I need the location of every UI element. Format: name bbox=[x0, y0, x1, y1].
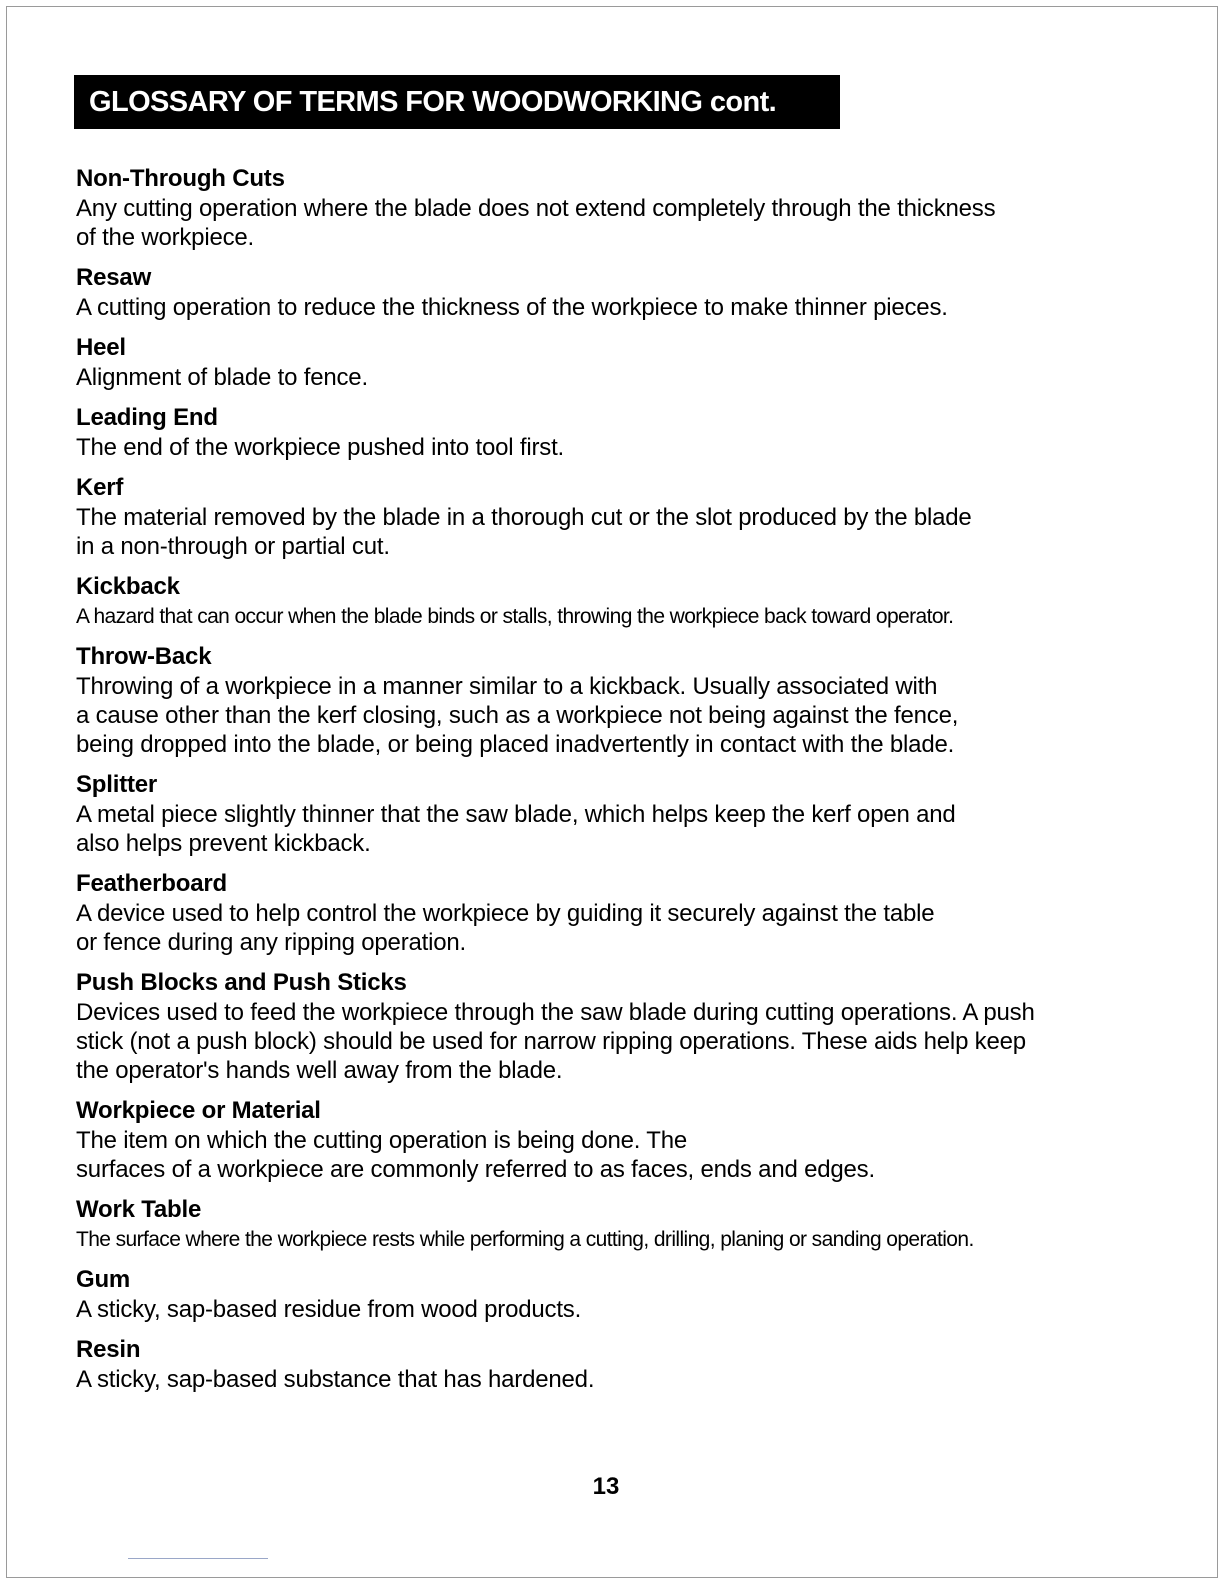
glossary-definition: Any cutting operation where the blade does not extend completely through the thickness of the workpiece. bbox=[76, 195, 996, 251]
glossary-term: Work Table bbox=[76, 1196, 202, 1223]
glossary-definition: Throwing of a workpiece in a manner similar to a kickback. Usually associated with a cause other than the kerf closing, such as a workpiece not being against the fence, being dropped into the blade, or being placed inadvertently in contact with the blade. bbox=[76, 673, 959, 758]
glossary-definition: Devices used to feed the workpiece through the saw blade during cutting operations. A push stick (not a push block) should be used for narrow ripping operations. These aids help keep the operator's hands well away from the blade. bbox=[76, 999, 1035, 1084]
glossary-term: Resin bbox=[76, 1336, 141, 1363]
glossary-definition: A hazard that can occur when the blade binds or stalls, throwing the workpiece back toward operator. bbox=[76, 605, 954, 628]
glossary-entry bbox=[76, 1195, 1186, 1254]
glossary-entry bbox=[76, 572, 1186, 631]
glossary-entry bbox=[76, 1096, 1186, 1184]
glossary-entry bbox=[76, 869, 1186, 957]
glossary-entry bbox=[76, 1265, 1186, 1324]
glossary-entry bbox=[76, 770, 1186, 858]
glossary-definition: A sticky, sap-based residue from wood products. bbox=[76, 1296, 582, 1323]
glossary-definition: The material removed by the blade in a thorough cut or the slot produced by the blade in a non-through or partial cut. bbox=[76, 504, 972, 560]
section-title: GLOSSARY OF TERMS FOR WOODWORKING cont. bbox=[89, 85, 777, 118]
glossary-entry bbox=[76, 642, 1186, 759]
glossary-definition: The item on which the cutting operation is being done. The surfaces of a workpiece are commonly referred to as faces, ends and edges. bbox=[76, 1127, 875, 1183]
glossary-term: Heel bbox=[76, 334, 126, 361]
glossary-term: Featherboard bbox=[76, 870, 227, 897]
glossary-term: Workpiece or Material bbox=[76, 1097, 321, 1124]
glossary-definition: A metal piece slightly thinner that the saw blade, which helps keep the kerf open and also helps prevent kickback. bbox=[76, 801, 956, 857]
glossary-term: Gum bbox=[76, 1266, 131, 1293]
glossary-entry bbox=[76, 333, 1186, 392]
glossary-list bbox=[76, 164, 1186, 1394]
glossary-term: Throw-Back bbox=[76, 643, 212, 670]
glossary-definition: A cutting operation to reduce the thickness of the workpiece to make thinner pieces. bbox=[76, 294, 948, 321]
glossary-entry bbox=[76, 473, 1186, 561]
glossary-definition: A sticky, sap-based substance that has hardened. bbox=[76, 1366, 595, 1393]
glossary-term: Kerf bbox=[76, 474, 124, 501]
glossary-entry bbox=[76, 164, 1186, 252]
glossary-term: Non-Through Cuts bbox=[76, 165, 285, 192]
footer-rule bbox=[128, 1558, 268, 1559]
glossary-entry bbox=[76, 403, 1186, 462]
glossary-definition: Alignment of blade to fence. bbox=[76, 364, 368, 391]
glossary-term: Leading End bbox=[76, 404, 218, 431]
section-header bbox=[74, 75, 840, 129]
page-number: 13 bbox=[592, 1473, 620, 1500]
glossary-entry bbox=[76, 263, 1186, 322]
glossary-term: Push Blocks and Push Sticks bbox=[76, 969, 407, 996]
glossary-term: Splitter bbox=[76, 771, 158, 798]
glossary-definition: The end of the workpiece pushed into tool first. bbox=[76, 434, 565, 461]
glossary-definition: A device used to help control the workpiece by guiding it securely against the table or fence during any ripping operation. bbox=[76, 900, 935, 956]
glossary-term: Kickback bbox=[76, 573, 180, 600]
glossary-entry bbox=[76, 968, 1186, 1085]
glossary-term: Resaw bbox=[76, 264, 152, 291]
glossary-entry bbox=[76, 1335, 1186, 1394]
glossary-definition: The surface where the workpiece rests while performing a cutting, drilling, planing or sanding operation. bbox=[76, 1228, 974, 1251]
